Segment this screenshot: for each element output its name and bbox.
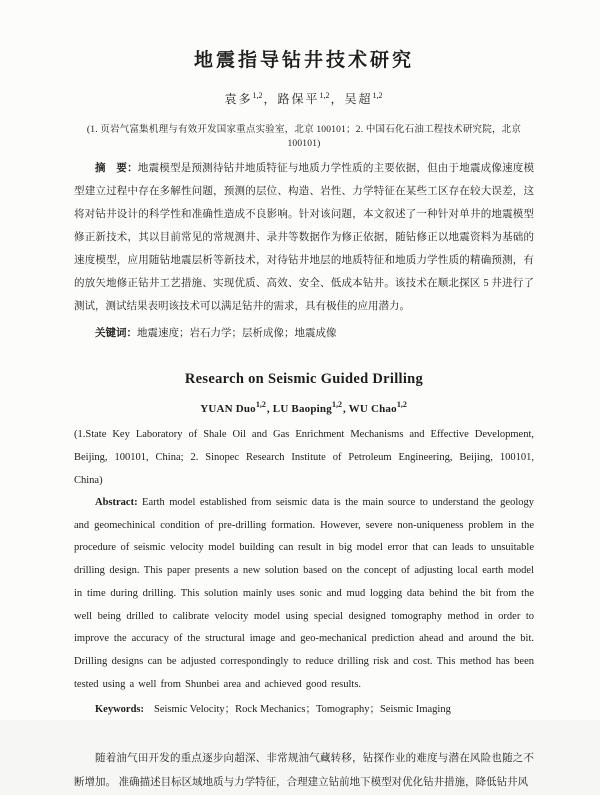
author-separator: ， xyxy=(330,92,345,106)
chinese-keywords-text: 地震速度；岩石力学；层析成像；地震成像 xyxy=(137,328,337,339)
author-name: 吴超 xyxy=(344,92,373,106)
chinese-keywords-label: 关键词： xyxy=(95,328,137,339)
chinese-authors-line xyxy=(74,88,534,107)
chinese-keywords xyxy=(74,322,534,345)
english-affiliation: (1.State Key Laboratory of Shale Oil and Gas Enrichment Mechanisms and Effective Development, Beijing, 100101, China; 2. Sinopec Research Institute of Petroleum Engineering, Beijing, 100101, China) xyxy=(74,429,534,486)
author-separator: , xyxy=(342,403,349,415)
chinese-abstract-text: 地震模型是预测待钻井地质特征与地质力学性质的主要依据，但由于地震成像速度模型建立过程中存在多解性问题，预测的层位、构造、岩性、力学特征在某些工区存在较大误差，这将对钻井设计的科学性和准确性造成不良影响。针对该问题，本文叙述了一种针对单井的地震模型修正新技术，其以目前常见的常规测井、录井等数据作为修正依据，随钻修正以地震资料为基础的速度模型，应用随钻地震层析等新技术，对待钻井地层的地质特征和地质力学性质的精确预测，有的放矢地修正钻井工艺措施、实现优质、高效、安全、低成本钻井。该技术在顺北探区 5 井进行了测试，测试结果表明该技术可以满足钻井的需求，具有极佳的应用潜力。 xyxy=(74,163,535,312)
english-authors-line xyxy=(74,397,534,417)
english-abstract-label: Abstract: xyxy=(95,497,143,508)
english-abstract-text: Earth model established from seismic data is the main source to understand the geology and geomechinical condition of pre-drilling formation. However, severe non-uniqueness problem in the procedure of seismic velocity model building can result in big model error that can leads to unsuitable drilling design. This paper presents a new solution based on the concept of adjusting local earth model in time during drilling. This solution mainly uses sonic and mud logging data behind the bit from the well being drilled to calibrate velocity model using special designed tomography method in order to improve the accuracy of the structural image and geo-mechanical prediction ahead and around the bit. Drilling designs can be adjusted correspondingly to reduce drilling risk and cost. This method has been tested using a well from Shunbei area and achieved good results. xyxy=(74,497,535,690)
author-affiliation-superscript: 1,2 xyxy=(396,400,407,409)
english-abstract xyxy=(74,492,534,696)
author-affiliation-superscript: 1,2 xyxy=(255,400,266,409)
author-name: 路保平 xyxy=(277,92,320,106)
english-keywords-label: Keywords: xyxy=(95,704,144,716)
chinese-abstract-label: 摘 要： xyxy=(95,163,138,174)
chinese-title: 地震指导钻井技术研究 xyxy=(193,50,414,71)
english-title: Research on Seismic Guided Drilling xyxy=(184,371,424,387)
author-affiliation-superscript: 1,2 xyxy=(319,91,330,100)
introduction-paragraph xyxy=(74,747,534,795)
author-name: WU Chao xyxy=(348,403,397,415)
author-name: LU Baoping xyxy=(272,403,332,415)
author-name: 袁多 xyxy=(224,92,253,106)
author-separator: , xyxy=(266,403,273,415)
author-affiliation-superscript: 1,2 xyxy=(372,91,383,100)
author-name: YUAN Duo xyxy=(200,403,256,415)
author-affiliation-superscript: 1,2 xyxy=(331,400,342,409)
introduction-text: 随着油气田开发的重点逐步向超深、非常规油气藏转移，钻探作业的难度与潜在风险也随之不断增加。 准确描述目标区域地质与力学特征，合理建立钻前地下模型对优化钻井措施，降低钻井风 xyxy=(74,753,534,789)
author-affiliation-superscript: 1,2 xyxy=(252,91,263,100)
author-separator: ， xyxy=(263,92,278,106)
chinese-abstract xyxy=(74,157,534,318)
chinese-affiliation: (1. 页岩气富集机理与有效开发国家重点实验室，北京 100101；2. 中国石化石油工程技术研究院，北京 100101) xyxy=(86,125,522,149)
english-keywords xyxy=(74,698,534,721)
english-keywords-text: Seismic Velocity；Rock Mechanics；Tomography；Seismic Imaging xyxy=(154,704,451,716)
